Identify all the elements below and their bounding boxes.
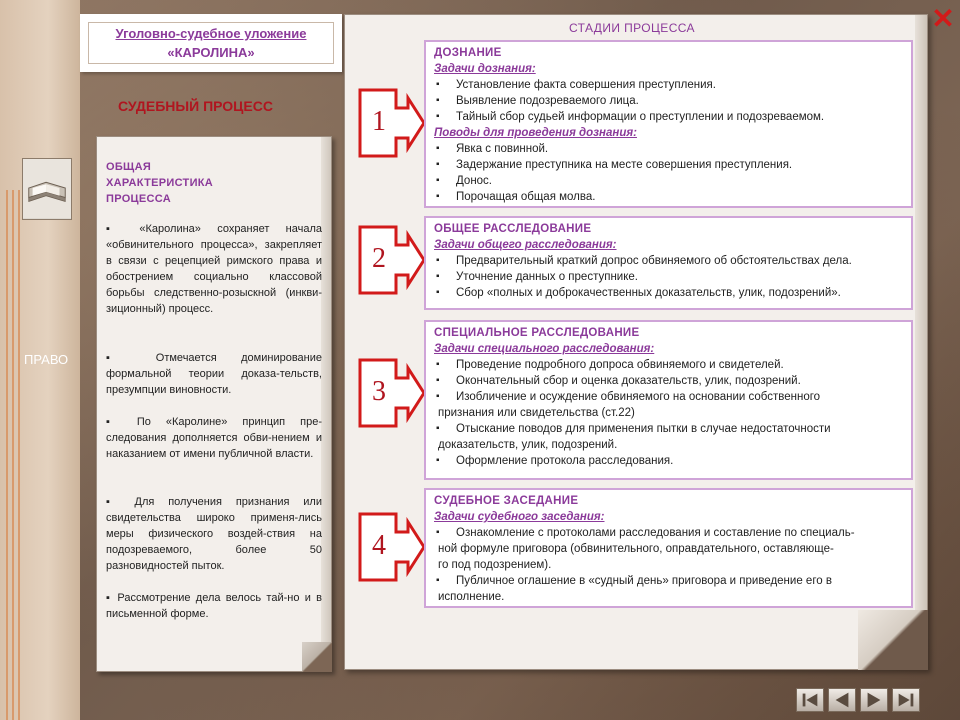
stage-subheading: Поводы для проведения дознания: bbox=[434, 127, 637, 139]
title-line-2: «КАРОЛИНА» bbox=[167, 45, 255, 60]
task-list bbox=[434, 77, 903, 125]
stage-court-session bbox=[424, 488, 913, 608]
panel-edge bbox=[915, 15, 927, 669]
list-item: ▪ Выявление подозреваемого лица. bbox=[434, 93, 903, 109]
list-item: ▪ Порочащая общая молва. bbox=[434, 189, 903, 205]
page-curl bbox=[302, 642, 332, 672]
title-line-1: Уголовно-судебное уложение bbox=[115, 26, 307, 41]
close-icon[interactable]: ✕ bbox=[931, 3, 955, 34]
stage-subheading: Задачи специального расследования: bbox=[434, 343, 655, 355]
stage-inquiry bbox=[424, 40, 913, 208]
task-list bbox=[434, 357, 903, 469]
stage-name: СУДЕБНОЕ ЗАСЕДАНИЕ bbox=[434, 495, 579, 507]
stages-title: СТАДИИ ПРОЦЕССА bbox=[569, 21, 695, 35]
heading-line: ХАРАКТЕРИСТИКА bbox=[106, 177, 214, 189]
stage-number: 2 bbox=[372, 243, 386, 274]
panel-edge bbox=[321, 137, 331, 671]
list-item: ▪ Установление факта совершения преступления. bbox=[434, 77, 903, 93]
strip-line bbox=[6, 190, 8, 720]
panel-heading bbox=[106, 159, 256, 207]
list-item: ▪ Ознакомление с протоколами расследования и составление по специаль- bbox=[434, 525, 903, 541]
stage-general-investigation bbox=[424, 216, 913, 310]
list-item: ▪ Задержание преступника на месте совершения преступления. bbox=[434, 157, 903, 173]
grounds-list bbox=[434, 141, 903, 205]
characteristic-paragraph: ▪ Для получения признания или свидетельства широко применя-лись меры физического воздей-ствия на подозреваемого, более 50 разновидностей пыток. bbox=[106, 496, 322, 572]
book-icon[interactable] bbox=[22, 158, 72, 220]
task-list bbox=[434, 525, 903, 605]
first-icon bbox=[797, 689, 823, 711]
page-curl bbox=[858, 610, 928, 670]
list-item-continuation: признания или свидетельства (ст.22) bbox=[438, 407, 635, 419]
list-item: ▪ Предварительный краткий допрос обвиняемого об обстоятельствах дела. bbox=[434, 253, 903, 269]
task-list bbox=[434, 253, 903, 301]
stage-number-4[interactable] bbox=[358, 512, 428, 582]
list-item: ▪ Донос. bbox=[434, 173, 903, 189]
stage-special-investigation bbox=[424, 320, 913, 480]
slide-navigation bbox=[796, 688, 922, 714]
stage-name: СПЕЦИАЛЬНОЕ РАССЛЕДОВАНИЕ bbox=[434, 327, 640, 339]
list-item: ▪ Публичное оглашение в «судный день» приговора и приведение его в bbox=[434, 573, 903, 589]
strip-line bbox=[18, 190, 20, 720]
document-title bbox=[88, 22, 334, 64]
list-item-continuation: ной формуле приговора (обвинительного, оправдательного, оставляюще- bbox=[438, 543, 834, 555]
characteristic-paragraph: ▪ По «Каролине» принцип пре-следования дополняется обви-нением и наказанием от имени публичной власти. bbox=[106, 416, 322, 460]
first-slide-button[interactable] bbox=[796, 688, 824, 712]
heading-line: ПРОЦЕССА bbox=[106, 193, 171, 205]
stage-name: ДОЗНАНИЕ bbox=[434, 47, 502, 59]
stage-number: 3 bbox=[372, 376, 386, 407]
last-icon bbox=[893, 689, 919, 711]
general-characteristics-panel bbox=[96, 136, 332, 672]
next-slide-button[interactable] bbox=[860, 688, 888, 712]
list-item: ▪ Изобличение и осуждение обвиняемого на основании собственного bbox=[434, 389, 903, 405]
prev-icon bbox=[829, 689, 855, 711]
stage-subheading: Задачи судебного заседания: bbox=[434, 511, 605, 523]
list-item-continuation: исполнение. bbox=[438, 591, 505, 603]
next-icon bbox=[861, 689, 887, 711]
stage-subheading: Задачи дознания: bbox=[434, 63, 536, 75]
list-item-continuation: го под подозрением). bbox=[438, 559, 552, 571]
list-item: ▪ Оформление протокола расследования. bbox=[434, 453, 903, 469]
stage-number-2[interactable] bbox=[358, 225, 428, 295]
stage-number: 4 bbox=[372, 530, 386, 561]
title-box bbox=[80, 14, 342, 72]
section-title: СУДЕБНЫЙ ПРОЦЕСС bbox=[118, 98, 273, 114]
characteristic-paragraph: ▪ «Каролина» сохраняет начала «обвинительного процесса», закрепляет в связи с рецепцией римского права и обострением социально классовой борьбы следственно-розыскной (инкви-зиционный) процесс. bbox=[106, 223, 322, 315]
stage-number-3[interactable] bbox=[358, 358, 428, 428]
list-item: ▪ Тайный сбор судьей информации о преступлении и подозреваемом. bbox=[434, 109, 903, 125]
characteristic-paragraph: ▪ Рассмотрение дела велось тай-но и в письменной форме. bbox=[106, 592, 322, 620]
last-slide-button[interactable] bbox=[892, 688, 920, 712]
stage-number-1[interactable] bbox=[358, 88, 428, 158]
stage-name: ОБЩЕЕ РАССЛЕДОВАНИЕ bbox=[434, 223, 592, 235]
list-item: ▪ Явка с повинной. bbox=[434, 141, 903, 157]
list-item: ▪ Отыскание поводов для применения пытки в случае недостаточности bbox=[434, 421, 903, 437]
list-item: ▪ Проведение подробного допроса обвиняемого и свидетелей. bbox=[434, 357, 903, 373]
list-item: ▪ Сбор «полных и доброкачественных доказательств, улик, подозрений». bbox=[434, 285, 903, 301]
list-item-continuation: доказательств, улик, подозрений. bbox=[438, 439, 618, 451]
list-item: ▪ Уточнение данных о преступнике. bbox=[434, 269, 903, 285]
characteristic-paragraph: ▪ Отмечается доминирование формальной теории доказа-тельств, презумпции виновности. bbox=[106, 352, 322, 396]
list-item: ▪ Окончательный сбор и оценка доказательств, улик, подозрений. bbox=[434, 373, 903, 389]
strip-line bbox=[12, 190, 14, 720]
stage-subheading: Задачи общего расследования: bbox=[434, 239, 617, 251]
heading-line: ОБЩАЯ bbox=[106, 161, 152, 173]
stage-number: 1 bbox=[372, 106, 386, 137]
previous-slide-button[interactable] bbox=[828, 688, 856, 712]
sidebar-label-pravo[interactable]: ПРАВО bbox=[24, 352, 69, 367]
